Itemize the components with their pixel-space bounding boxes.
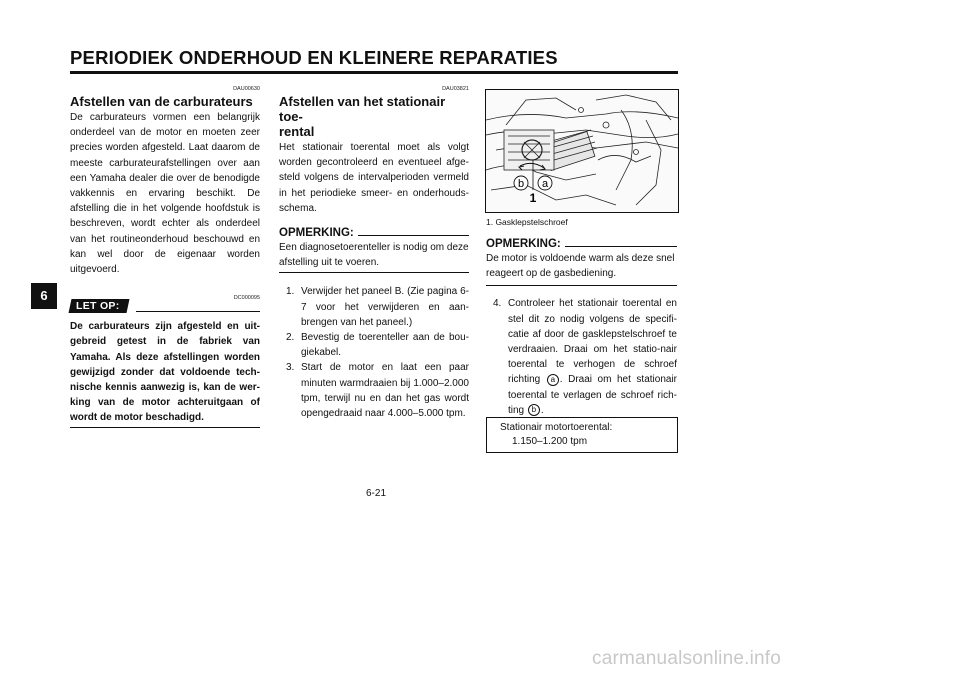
right-column — [486, 216, 677, 418]
caution-code: DC000095 — [233, 295, 260, 302]
page-title: PERIODIEK ONDERHOUD EN KLEINERE REPARATIES — [70, 47, 558, 68]
section-body: Het stationair toerental moet als volgt worden gecontroleerd en eventueel afge-steld volgens de intervalperioden vermeld in het periodieke smeer- en onderhouds-schema. — [279, 142, 469, 214]
note-bottom-rule — [279, 272, 469, 273]
section-tab: 6 — [31, 283, 57, 309]
section-heading — [279, 94, 469, 139]
engine-illustration — [486, 90, 678, 212]
note-header — [486, 238, 677, 250]
list-item: 2. Bevestig de toerenteller aan de bou-giekabel. — [286, 332, 469, 359]
step4-text: Controleer het stationair toerental en stel dit zo nodig volgens de specifi-catie af door de gasklepstelschroef te verdraaien. Draai om het statio-nair toerental te verhogen de schroef richting a . Draai om het stationair toerental te verlagen de schroef rich-ting b . — [508, 298, 677, 416]
spec-label: Stationair motortoerental: — [500, 422, 613, 433]
note-label: OPMERKING: — [279, 227, 354, 240]
figure-label-1: 1 — [529, 191, 537, 205]
spec-value: 1.150–1.200 tpm — [512, 436, 588, 447]
step-list — [486, 296, 677, 418]
title-rule — [70, 71, 678, 74]
figure-caption: 1. Gasklepstelschroef — [486, 217, 568, 227]
note-rule — [565, 246, 677, 247]
caution-text: De carburateurs zijn afgesteld en uit-gebreid getest in de fabriek van Yamaha. Als deze afstellingen worden gewijzigd zonder dat voldoende tech-nische kennis aanwezig is, kan de wer-king van de motor achteruitgaan of wordt de motor beschadigd. — [70, 321, 260, 424]
left-column — [70, 86, 260, 428]
direction-a-marker: a — [547, 374, 559, 386]
section-code: DAU00630 — [233, 86, 260, 92]
caution-rule — [136, 311, 260, 312]
note-text: Een diagnosetoerenteller is nodig om deze afstelling uit te voeren. — [279, 242, 469, 269]
caution-header — [70, 299, 260, 313]
direction-b-marker: b — [528, 404, 540, 416]
page-number: 6-21 — [366, 488, 387, 499]
list-item: 4. Controleer het stationair toerental en stel dit zo nodig volgens de specifi-catie af door de gasklepstelschroef te verdraaien. Draai om het statio-nair toerental te verhogen de schroef richting a . Draai om het stationair toerental te verlagen de schroef rich-ting b . — [493, 296, 677, 418]
section-heading-line1: Afstellen van het stationair toe- — [279, 94, 446, 124]
step-list — [279, 284, 469, 421]
spec-box — [486, 417, 678, 453]
watermark: carmanualsonline.info — [592, 648, 782, 669]
figure-label-b: b — [517, 178, 525, 190]
note-text: De motor is voldoende warm als deze snel reageert op de gasbediening. — [486, 253, 675, 280]
note-header — [279, 227, 469, 239]
section-code: DAU03821 — [442, 86, 469, 92]
caution-badge: LET OP: — [69, 299, 129, 313]
section-heading: Afstellen van de carburateurs — [70, 94, 253, 109]
list-item: 3. Start de motor en laat een paar minuten warmdraaien bij 1.000–2.000 tpm, terwijl nu en dan het gas wordt opengedraaid naar 4.000–5.000 tpm. — [286, 362, 469, 420]
section-heading-line2: rental — [279, 124, 315, 139]
list-item: 1. Verwijder het paneel B. (Zie pagina 6-7 voor het verwijderen en aan-brengen van het paneel.) — [286, 286, 469, 328]
note-rule — [358, 235, 469, 236]
section-body: De carburateurs vormen een belangrijk onderdeel van de motor en moeten zeer precies worden afgesteld. Laat daarom de meeste carburateurafstellingen over aan een Yamaha dealer die over de benodigde vakkennis en ervaring beschikt. De afstelling die in het volgende hoofdstuk is beschreven, wordt echter als onderdeel van het routineonderhoud beschouwd en kan wel door de eigenaar worden uitgevoerd. — [70, 112, 260, 276]
carburetor-figure — [485, 89, 679, 213]
caution-bottom-rule — [70, 427, 260, 428]
figure-label-a: a — [541, 178, 549, 190]
middle-column — [279, 86, 469, 421]
note-bottom-rule — [486, 285, 677, 286]
note-label: OPMERKING: — [486, 238, 561, 250]
